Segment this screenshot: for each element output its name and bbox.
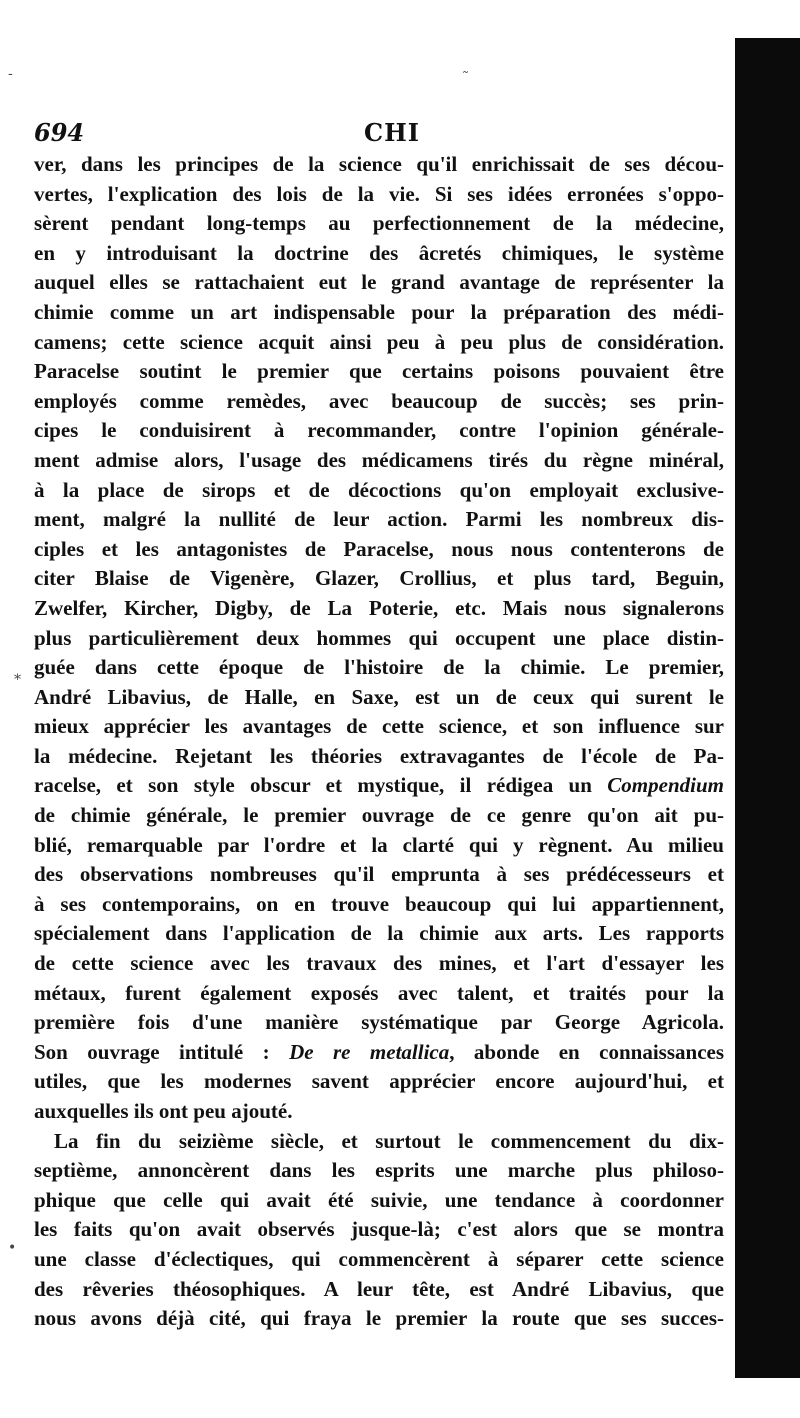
text-line: cipes le conduisirent à recommander, contre l'opinion générale- (34, 418, 724, 443)
text-line: blié, remarquable par l'ordre et la clarté qui y règnent. Au milieu (34, 832, 724, 857)
text-line: camens; cette science acquit ainsi peu à peu plus de considération. (34, 329, 724, 354)
text-line: la médecine. Rejetant les théories extravagantes de l'école de Pa- (34, 743, 724, 768)
text-line: spécialement dans l'application de la chimie aux arts. Les rapports (34, 921, 724, 946)
text-line: ciples et les antagonistes de Paracelse, nous nous contenterons de (34, 536, 724, 561)
text-line: phique que celle qui avait été suivie, une tendance à coordonner (34, 1187, 724, 1212)
section-heading: CHI (364, 118, 421, 147)
italic-title: De re metallica (289, 1039, 450, 1064)
scan-edge-bar (735, 38, 800, 1378)
text-line: guée dans cette époque de l'histoire de la chimie. Le premier, (34, 655, 724, 680)
text-line: des rêveries théosophiques. A leur tête, est André Libavius, que (34, 1276, 724, 1301)
text-line: nous avons déjà cité, qui fraya le premier la route que ses succes- (34, 1306, 724, 1331)
text-line: Paracelse soutint le premier que certains poisons pouvaient être (34, 359, 724, 384)
italic-title: Compendium (607, 773, 724, 798)
text-line: ment admise alors, l'usage des médicamens tirés du règne minéral, (34, 447, 724, 472)
text-line: de chimie générale, le premier ouvrage de ce genre qu'on ait pu- (34, 803, 724, 828)
text-line: vertes, l'explication des lois de la vie. Si ses idées erronées s'oppo- (34, 181, 724, 206)
text-line-paragraph-end: auxquelles ils ont peu ajouté. (34, 1099, 293, 1123)
text-line-paragraph-start: La fin du seizième siècle, et surtout le commencement du dix- (54, 1128, 724, 1153)
text-line: auquel elles se rattachaient eut le grand avantage de représenter la (34, 270, 724, 295)
text-line: sèrent pendant long-temps au perfectionnement de la médecine, (34, 211, 724, 236)
text-line: mieux apprécier les avantages de cette science, et son influence sur (34, 714, 724, 739)
text-line: André Libavius, de Halle, en Saxe, est un de ceux qui surent le (34, 684, 724, 709)
text-line: ment, malgré la nullité de leur action. Parmi les nombreux dis- (34, 507, 724, 532)
text-line: utiles, que les modernes savent apprécier encore aujourd'hui, et (34, 1069, 724, 1094)
text-line: des observations nombreuses qu'il emprunta à ses prédécesseurs et (34, 862, 724, 887)
text-line: chimie comme un art indispensable pour la préparation des médi- (34, 299, 724, 324)
text-line: à la place de sirops et de décoctions qu'on employait exclusive- (34, 477, 724, 502)
text-line-italic-compendium: racelse, et son style obscur et mystique, il rédigea un Compendium (34, 773, 724, 798)
scan-mark-top-right: ˜ (462, 70, 469, 86)
text-line: septième, annoncèrent dans les esprits une marche plus philoso- (34, 1158, 724, 1183)
scan-mark-side: * (14, 672, 21, 688)
book-page (34, 112, 724, 1334)
text-line: plus particulièrement deux hommes qui occupent une place distin- (34, 625, 724, 650)
scan-mark-top: - (8, 66, 13, 82)
text-line: Zwelfer, Kircher, Digby, de La Poterie, etc. Mais nous signalerons (34, 595, 724, 620)
text-line: première fois d'une manière systématique par George Agricola. (34, 1010, 724, 1035)
page-number: 694 (34, 118, 85, 147)
text-line: citer Blaise de Vigenère, Glazer, Crollius, et plus tard, Beguin, (34, 566, 724, 591)
text-line: en y introduisant la doctrine des âcretés chimiques, le système (34, 240, 724, 265)
scan-mark-side-lower: • (8, 1240, 17, 1256)
text-line: métaux, furent également exposés avec talent, et traités pour la (34, 980, 724, 1005)
text-line: à ses contemporains, on en trouve beaucoup qui lui appartiennent, (34, 891, 724, 916)
text-line: une classe d'éclectiques, qui commencèrent à séparer cette science (34, 1246, 724, 1271)
text-line: employés comme remèdes, avec beaucoup de succès; ses prin- (34, 388, 724, 413)
body-text (34, 150, 724, 1334)
text-line: de cette science avec les travaux des mines, et l'art d'essayer les (34, 951, 724, 976)
running-head (34, 112, 724, 146)
text-line: ver, dans les principes de la science qu'il enrichissait de ses décou- (34, 152, 724, 176)
text-line: les faits qu'on avait observés jusque-là; c'est alors que se montra (34, 1217, 724, 1242)
text-line-italic-de-re-metallica: Son ouvrage intitulé : De re metallica, abonde en connaissances (34, 1039, 724, 1064)
